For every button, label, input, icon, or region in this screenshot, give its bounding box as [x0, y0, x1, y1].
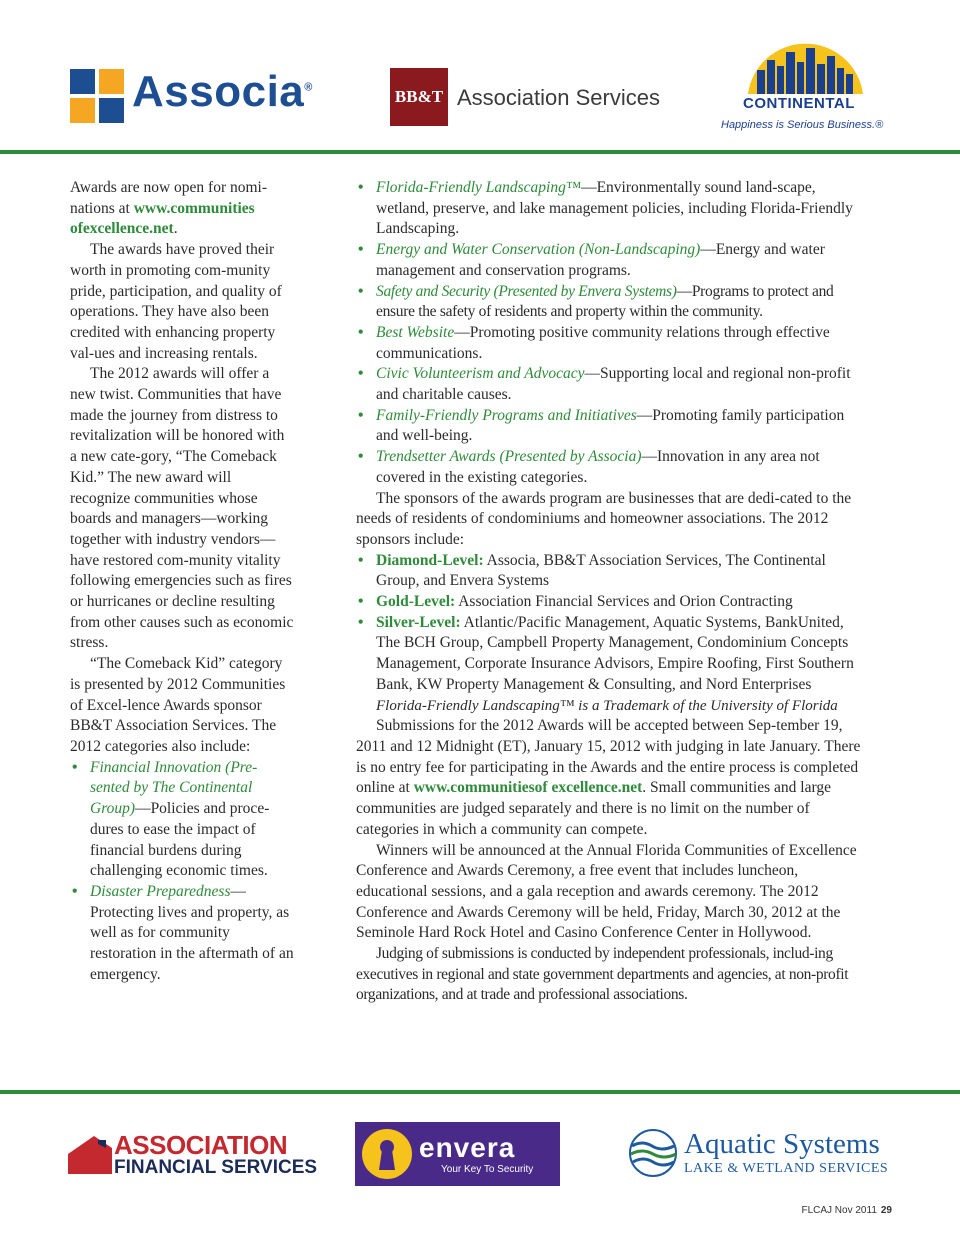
paragraph-new-twist: The 2012 awards will offer a new twist. Communities that have made the journey from distress to revitalization will be honored with a new cate-gory, “The Comeback Kid.” The new award will recognize communities whose boards and managers—working together with industry vendors—have restored com-munity vitality following emergencies such as fires or hurricanes or decline resulting from other causes such as economic stress. — [70, 365, 294, 652]
page-folio — [801, 1205, 892, 1216]
afs-wordmark-line2: FINANCIAL SERVICES — [114, 1157, 318, 1178]
list-item: • Diamond-Level: Associa, BB&T Association Services, The Continental Group, and Envera Systems — [356, 551, 864, 592]
bottom-rule — [0, 1090, 960, 1094]
paragraph-awards-proved: The awards have proved their worth in promoting com-munity pride, participation, and quality of operations. They have also been credited with enhancing property val-ues and increasing rentals. — [70, 241, 282, 362]
website-link[interactable]: www.communities ofexcellence.net — [70, 199, 255, 238]
top-rule — [0, 150, 960, 154]
waves-icon — [628, 1128, 682, 1178]
aquatic-systems-logo — [628, 1126, 898, 1182]
trademark-note: Florida-Friendly Landscaping™ is a Trademark of the University of Florida — [376, 697, 838, 714]
website-link[interactable]: www.communitiesof excellence.net — [413, 779, 643, 797]
house-roof-icon — [68, 1134, 112, 1174]
list-item: • Energy and Water Conservation (Non-Landscaping)—Energy and water management and conservation programs. — [356, 240, 864, 281]
continental-wordmark: CONTINENTAL — [743, 95, 855, 112]
left-column — [70, 178, 295, 985]
submissions-paragraph: Submissions for the 2012 Awards will be accepted between Sep-tember 19, 2011 and 12 Midnight (ET), January 15, 2012 with judging in late January. There is no entry fee for participating in the Awards and the entire process is completed online at www.communitiesof excellence.net. Small communities and large communities are judged separately and there is no limit on the number of categories in which a community can compete. — [356, 717, 861, 838]
right-category-list — [356, 178, 864, 489]
aquatic-subtitle: LAKE & WETLAND SERVICES — [684, 1161, 889, 1176]
list-item: • Safety and Security (Presented by Envera Systems)—Programs to protect and ensure the safety of residents and property within the community. — [356, 282, 864, 323]
list-item: • Civic Volunteerism and Advocacy—Supporting local and regional non-profit and charitable causes. — [356, 364, 864, 405]
list-item: • Disaster Preparedness— Protecting lives and property, as well as for community restoration in the aftermath of an emergency. — [70, 882, 295, 986]
list-item: • Family-Friendly Programs and Initiatives—Promoting family participation and well-being. — [356, 406, 864, 447]
sponsors-intro: The sponsors of the awards program are businesses that are dedi-cated to the needs of residents of condominiums and homeowner associations. The 2012 sponsors include: — [356, 489, 852, 548]
list-item: • Best Website—Promoting positive community relations through effective communications. — [356, 323, 864, 364]
keyhole-icon — [361, 1128, 413, 1180]
bbt-wordmark: Association Services — [457, 85, 660, 110]
list-item: • Silver-Level: Atlantic/Pacific Management, Aquatic Systems, BankUnited, The BCH Group, Campbell Property Management, Condominium Concepts Management, Corporate Insurance Advisors, Empire Roofing, First Southern Bank, KW Property Management & Consulting, and Nord Enterprises — [356, 613, 864, 696]
left-category-list — [70, 758, 295, 986]
winners-paragraph: Winners will be announced at the Annual Florida Communities of Excellence Conference and Awards Ceremony, a free event that includes luncheon, educational sessions, and a gala reception and awards ceremony. The 2012 Conference and Awards Ceremony will be held, Friday, March 30, 2012 at the Seminole Hard Rock Hotel and Casino Conference Center in Hollywood. — [356, 841, 857, 942]
envera-tagline: Your Key To Security — [441, 1164, 534, 1175]
continental-tagline: Happiness is Serious Business.® — [721, 119, 884, 131]
associa-wordmark: Associa® — [132, 67, 313, 116]
continental-logo — [715, 40, 895, 140]
publication-label: FLCAJ Nov 2011 — [801, 1205, 877, 1216]
page-number: 29 — [880, 1205, 892, 1216]
associa-mark-icon — [70, 69, 124, 123]
list-item: • Financial Innovation (Pre-sented by The Continental Group)—Policies and proce-dures to ease the impact of financial burdens during challenging economic times. — [70, 758, 295, 882]
paragraph-comeback-kid: “The Comeback Kid” category is presented by 2012 Communities of Excel-lence Awards sponsor BB&T Association Services. The 2012 categories also include: — [70, 655, 286, 755]
sponsor-list — [356, 551, 864, 696]
judging-paragraph: Judging of submissions is conducted by independent professionals, includ-ing executives in regional and state government departments and agencies, at non-profit organizations, and at trade and professional associations. — [356, 945, 849, 1004]
list-item: • Florida-Friendly Landscaping™—Environmentally sound land-scape, wetland, preserve, and lake management policies, including Florida-Friendly Landscaping. — [356, 178, 864, 240]
skyline-icon — [743, 40, 868, 96]
association-financial-services-logo — [68, 1130, 318, 1178]
list-item: • Gold-Level: Association Financial Services and Orion Contracting — [356, 592, 864, 613]
bbt-logo — [390, 68, 660, 128]
envera-logo — [355, 1122, 560, 1186]
right-column — [356, 178, 864, 1006]
bbt-mark: BB&T — [390, 68, 448, 126]
afs-wordmark-line1: ASSOCIATION — [114, 1130, 288, 1160]
aquatic-wordmark: Aquatic Systems — [684, 1128, 880, 1160]
associa-logo — [70, 65, 315, 125]
intro-paragraph: Awards are now open for nomi-nations at www.communities ofexcellence.net. — [70, 179, 268, 238]
list-item: • Trendsetter Awards (Presented by Associa)—Innovation in any area not covered in the existing categories. — [356, 447, 864, 488]
envera-wordmark: envera — [419, 1132, 516, 1163]
